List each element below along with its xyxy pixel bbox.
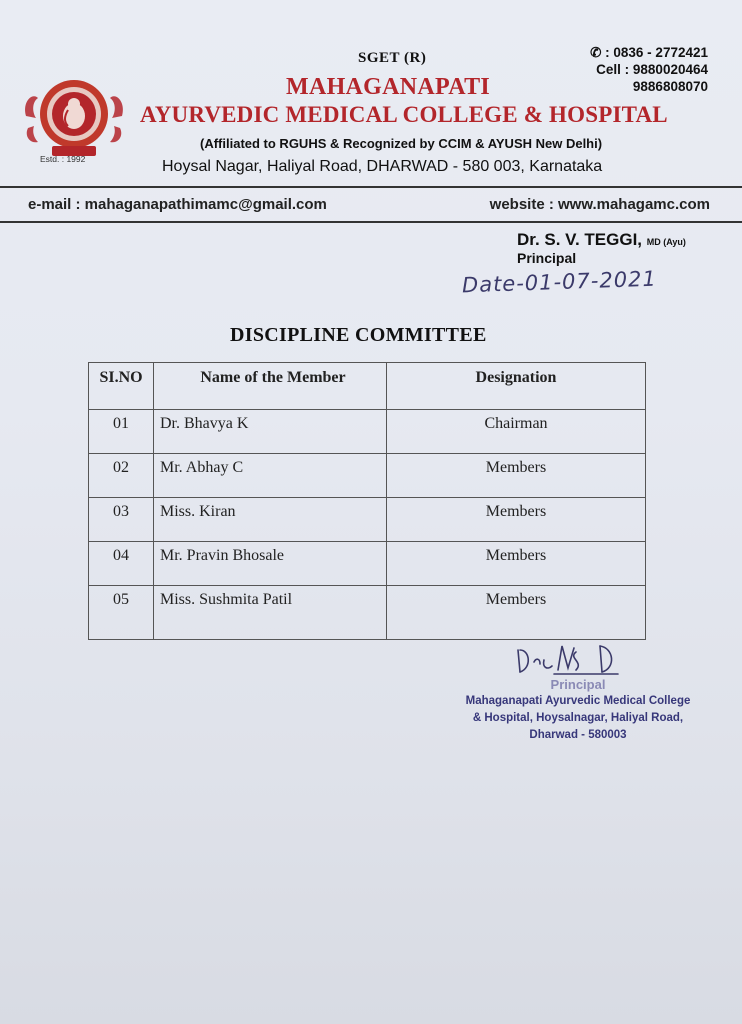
- trust-name: SGET (R): [358, 50, 427, 66]
- cell-member-name: Mr. Abhay C: [154, 454, 387, 498]
- cell-member-name: Dr. Bhavya K: [154, 410, 387, 454]
- principal-degree: MD (Ayu): [646, 237, 686, 247]
- cell-member-name: Miss. Kiran: [154, 498, 387, 542]
- principal-signature: [514, 638, 632, 678]
- email-address: e-mail : mahaganapathimamc@gmail.com: [28, 196, 327, 213]
- stamp-college-name: Mahaganapati Ayurvedic Medical College: [465, 695, 691, 707]
- cell-designation: Chairman: [387, 410, 646, 454]
- stamp-city: Dharwad - 580003: [529, 729, 627, 741]
- committee-table: [88, 362, 646, 640]
- principal-name-text: Dr. S. V. TEGGI,: [517, 230, 643, 249]
- header-divider-bottom: [0, 221, 742, 223]
- cell-sl-no: 03: [89, 498, 154, 542]
- table-header-row: [89, 363, 646, 410]
- document-title: DISCIPLINE COMMITTEE: [230, 324, 487, 346]
- cell-sl-no: 01: [89, 410, 154, 454]
- header-designation: Designation: [387, 363, 646, 410]
- college-address: Hoysal Nagar, Haliyal Road, DHARWAD - 580 003, Karnataka: [162, 158, 603, 175]
- cell-sl-no: 05: [89, 586, 154, 640]
- table-row: [89, 586, 646, 640]
- cell-member-name: Miss. Sushmita Patil: [154, 586, 387, 640]
- cell-designation: Members: [387, 542, 646, 586]
- cell-member-name: Mr. Pravin Bhosale: [154, 542, 387, 586]
- principal-title: Principal: [517, 250, 577, 266]
- college-name-line-2: AYURVEDIC MEDICAL COLLEGE & HOSPITAL: [140, 102, 668, 127]
- college-logo-emblem: [22, 72, 126, 160]
- cell-sl-no: 04: [89, 542, 154, 586]
- table-row: [89, 410, 646, 454]
- stamp-principal: Principal: [550, 677, 606, 692]
- stamp-address: & Hospital, Hoysalnagar, Haliyal Road,: [472, 712, 684, 724]
- cell-number-1: Cell : 9880020464: [596, 62, 708, 77]
- header-member-name: Name of the Member: [154, 363, 387, 410]
- contact-numbers: [590, 44, 708, 95]
- header-divider-top: [0, 186, 742, 188]
- established-year: Estd. : 1992: [40, 154, 86, 164]
- header-sl-no: SI.NO: [89, 363, 154, 410]
- cell-designation: Members: [387, 498, 646, 542]
- cell-designation: Members: [387, 586, 646, 640]
- cell-sl-no: 02: [89, 454, 154, 498]
- table-row: [89, 454, 646, 498]
- cell-designation: Members: [387, 454, 646, 498]
- cell-number-2: 9886808070: [632, 79, 708, 94]
- principal-name: [517, 230, 686, 250]
- table-row: [89, 542, 646, 586]
- phone-number: ✆ : 0836 - 2772421: [590, 45, 708, 60]
- website-address: website : www.mahagamc.com: [489, 196, 710, 213]
- table-row: [89, 498, 646, 542]
- affiliation-text: (Affiliated to RGUHS & Recognized by CCIM & AYUSH New Delhi): [200, 136, 603, 151]
- college-name-line-1: MAHAGANAPATI: [286, 74, 491, 100]
- handwritten-date: Date-01-07-2021: [461, 266, 658, 298]
- college-stamp: [438, 676, 718, 744]
